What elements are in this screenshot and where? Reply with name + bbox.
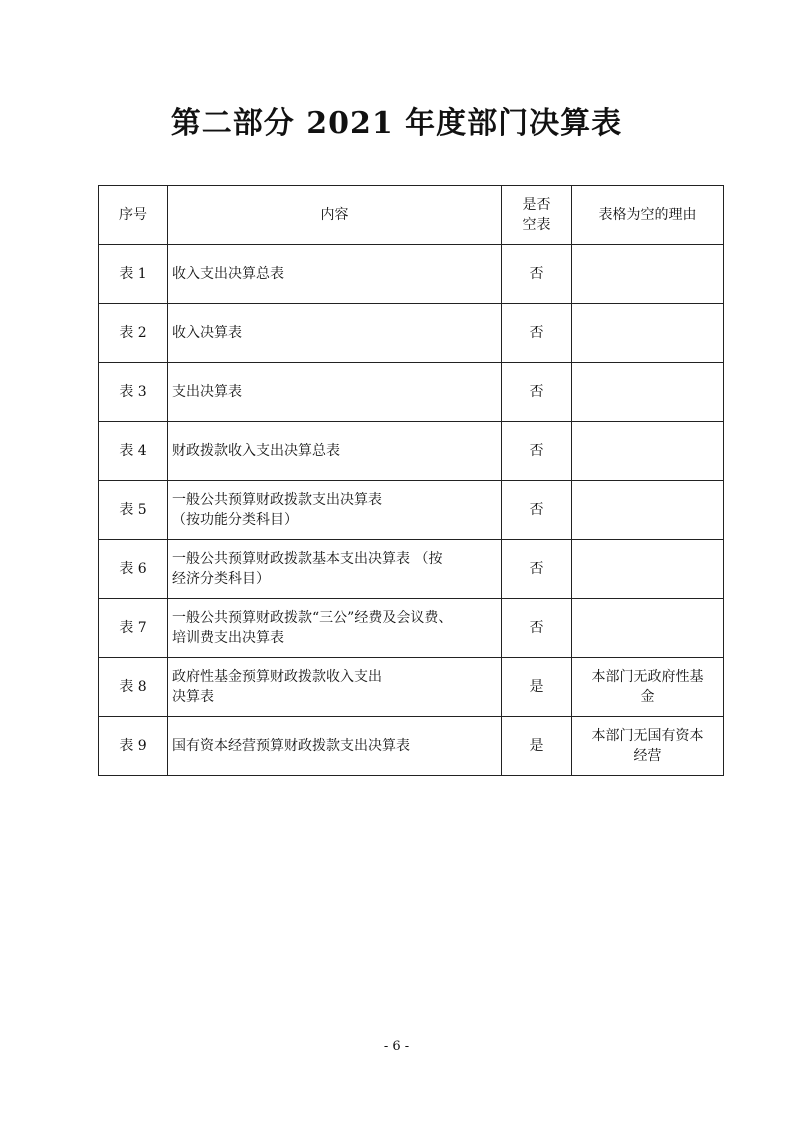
header-is-empty: [502, 186, 572, 245]
table-header-row: [99, 186, 724, 245]
table-row: [99, 422, 724, 481]
row-is-empty: 否: [502, 481, 572, 540]
row-is-empty: 否: [502, 540, 572, 599]
row-seq: 表 3: [99, 363, 168, 422]
header-is-empty-line1: 是否: [522, 197, 551, 213]
row-reason: [572, 245, 724, 304]
row-seq: 表 5: [99, 481, 168, 540]
row-reason-line: 本部门无国有资本: [591, 728, 704, 744]
row-content-line: 财政拨款收入支出决算总表: [172, 443, 340, 459]
table-row: [99, 304, 724, 363]
page-number: - 6 -: [383, 1039, 410, 1054]
row-seq: 表 1: [99, 245, 168, 304]
page-title: 第二部分 2021 年度部门决算表: [170, 106, 623, 141]
row-reason: [572, 717, 724, 776]
row-content-line: （按功能分类科目）: [172, 512, 298, 528]
row-seq: 表 2: [99, 304, 168, 363]
row-content: [168, 658, 502, 717]
row-content: [168, 422, 502, 481]
row-seq: 表 8: [99, 658, 168, 717]
table-row: [99, 363, 724, 422]
table-row: [99, 658, 724, 717]
header-reason: 表格为空的理由: [572, 186, 724, 245]
row-is-empty: 否: [502, 599, 572, 658]
row-seq: 表 6: [99, 540, 168, 599]
row-is-empty: 否: [502, 363, 572, 422]
row-is-empty: 否: [502, 422, 572, 481]
row-reason: [572, 658, 724, 717]
budget-table: [98, 185, 724, 776]
row-content: [168, 717, 502, 776]
row-content-line: 经济分类科目）: [172, 571, 270, 587]
row-content-line: 国有资本经营预算财政拨款支出决算表: [172, 738, 410, 754]
row-content: [168, 363, 502, 422]
table-row: [99, 599, 724, 658]
row-is-empty: 否: [502, 245, 572, 304]
row-reason: [572, 304, 724, 363]
row-reason: [572, 540, 724, 599]
row-content: [168, 245, 502, 304]
row-content-line: 一般公共预算财政拨款支出决算表: [172, 492, 382, 508]
row-content-line: 决算表: [172, 689, 214, 705]
table-row: [99, 245, 724, 304]
row-content-line: 收入决算表: [172, 325, 242, 341]
row-reason-line: 经营: [633, 748, 662, 764]
row-reason: [572, 363, 724, 422]
header-is-empty-line2: 空表: [522, 217, 551, 233]
row-reason: [572, 599, 724, 658]
row-content-line: 收入支出决算总表: [172, 266, 284, 282]
row-content: [168, 599, 502, 658]
row-content-line: 一般公共预算财政拨款“三公”经费及会议费、: [172, 610, 453, 626]
row-seq: 表 4: [99, 422, 168, 481]
table-row: [99, 540, 724, 599]
row-is-empty: 是: [502, 717, 572, 776]
row-seq: 表 9: [99, 717, 168, 776]
row-content: [168, 481, 502, 540]
header-seq: 序号: [99, 186, 168, 245]
row-content: [168, 304, 502, 363]
row-reason-line: 本部门无政府性基: [591, 669, 704, 685]
row-content-line: 培训费支出决算表: [172, 630, 284, 646]
row-content-line: 支出决算表: [172, 384, 242, 400]
row-content-line: 一般公共预算财政拨款基本支出决算表 （按: [172, 551, 443, 567]
table-row: [99, 481, 724, 540]
row-is-empty: 是: [502, 658, 572, 717]
table-row: [99, 717, 724, 776]
row-content-line: 政府性基金预算财政拨款收入支出: [172, 669, 382, 685]
row-is-empty: 否: [502, 304, 572, 363]
row-content: [168, 540, 502, 599]
row-reason: [572, 422, 724, 481]
table-body: [99, 245, 724, 776]
header-content: 内容: [168, 186, 502, 245]
row-reason-line: 金: [640, 689, 655, 705]
row-reason: [572, 481, 724, 540]
row-seq: 表 7: [99, 599, 168, 658]
